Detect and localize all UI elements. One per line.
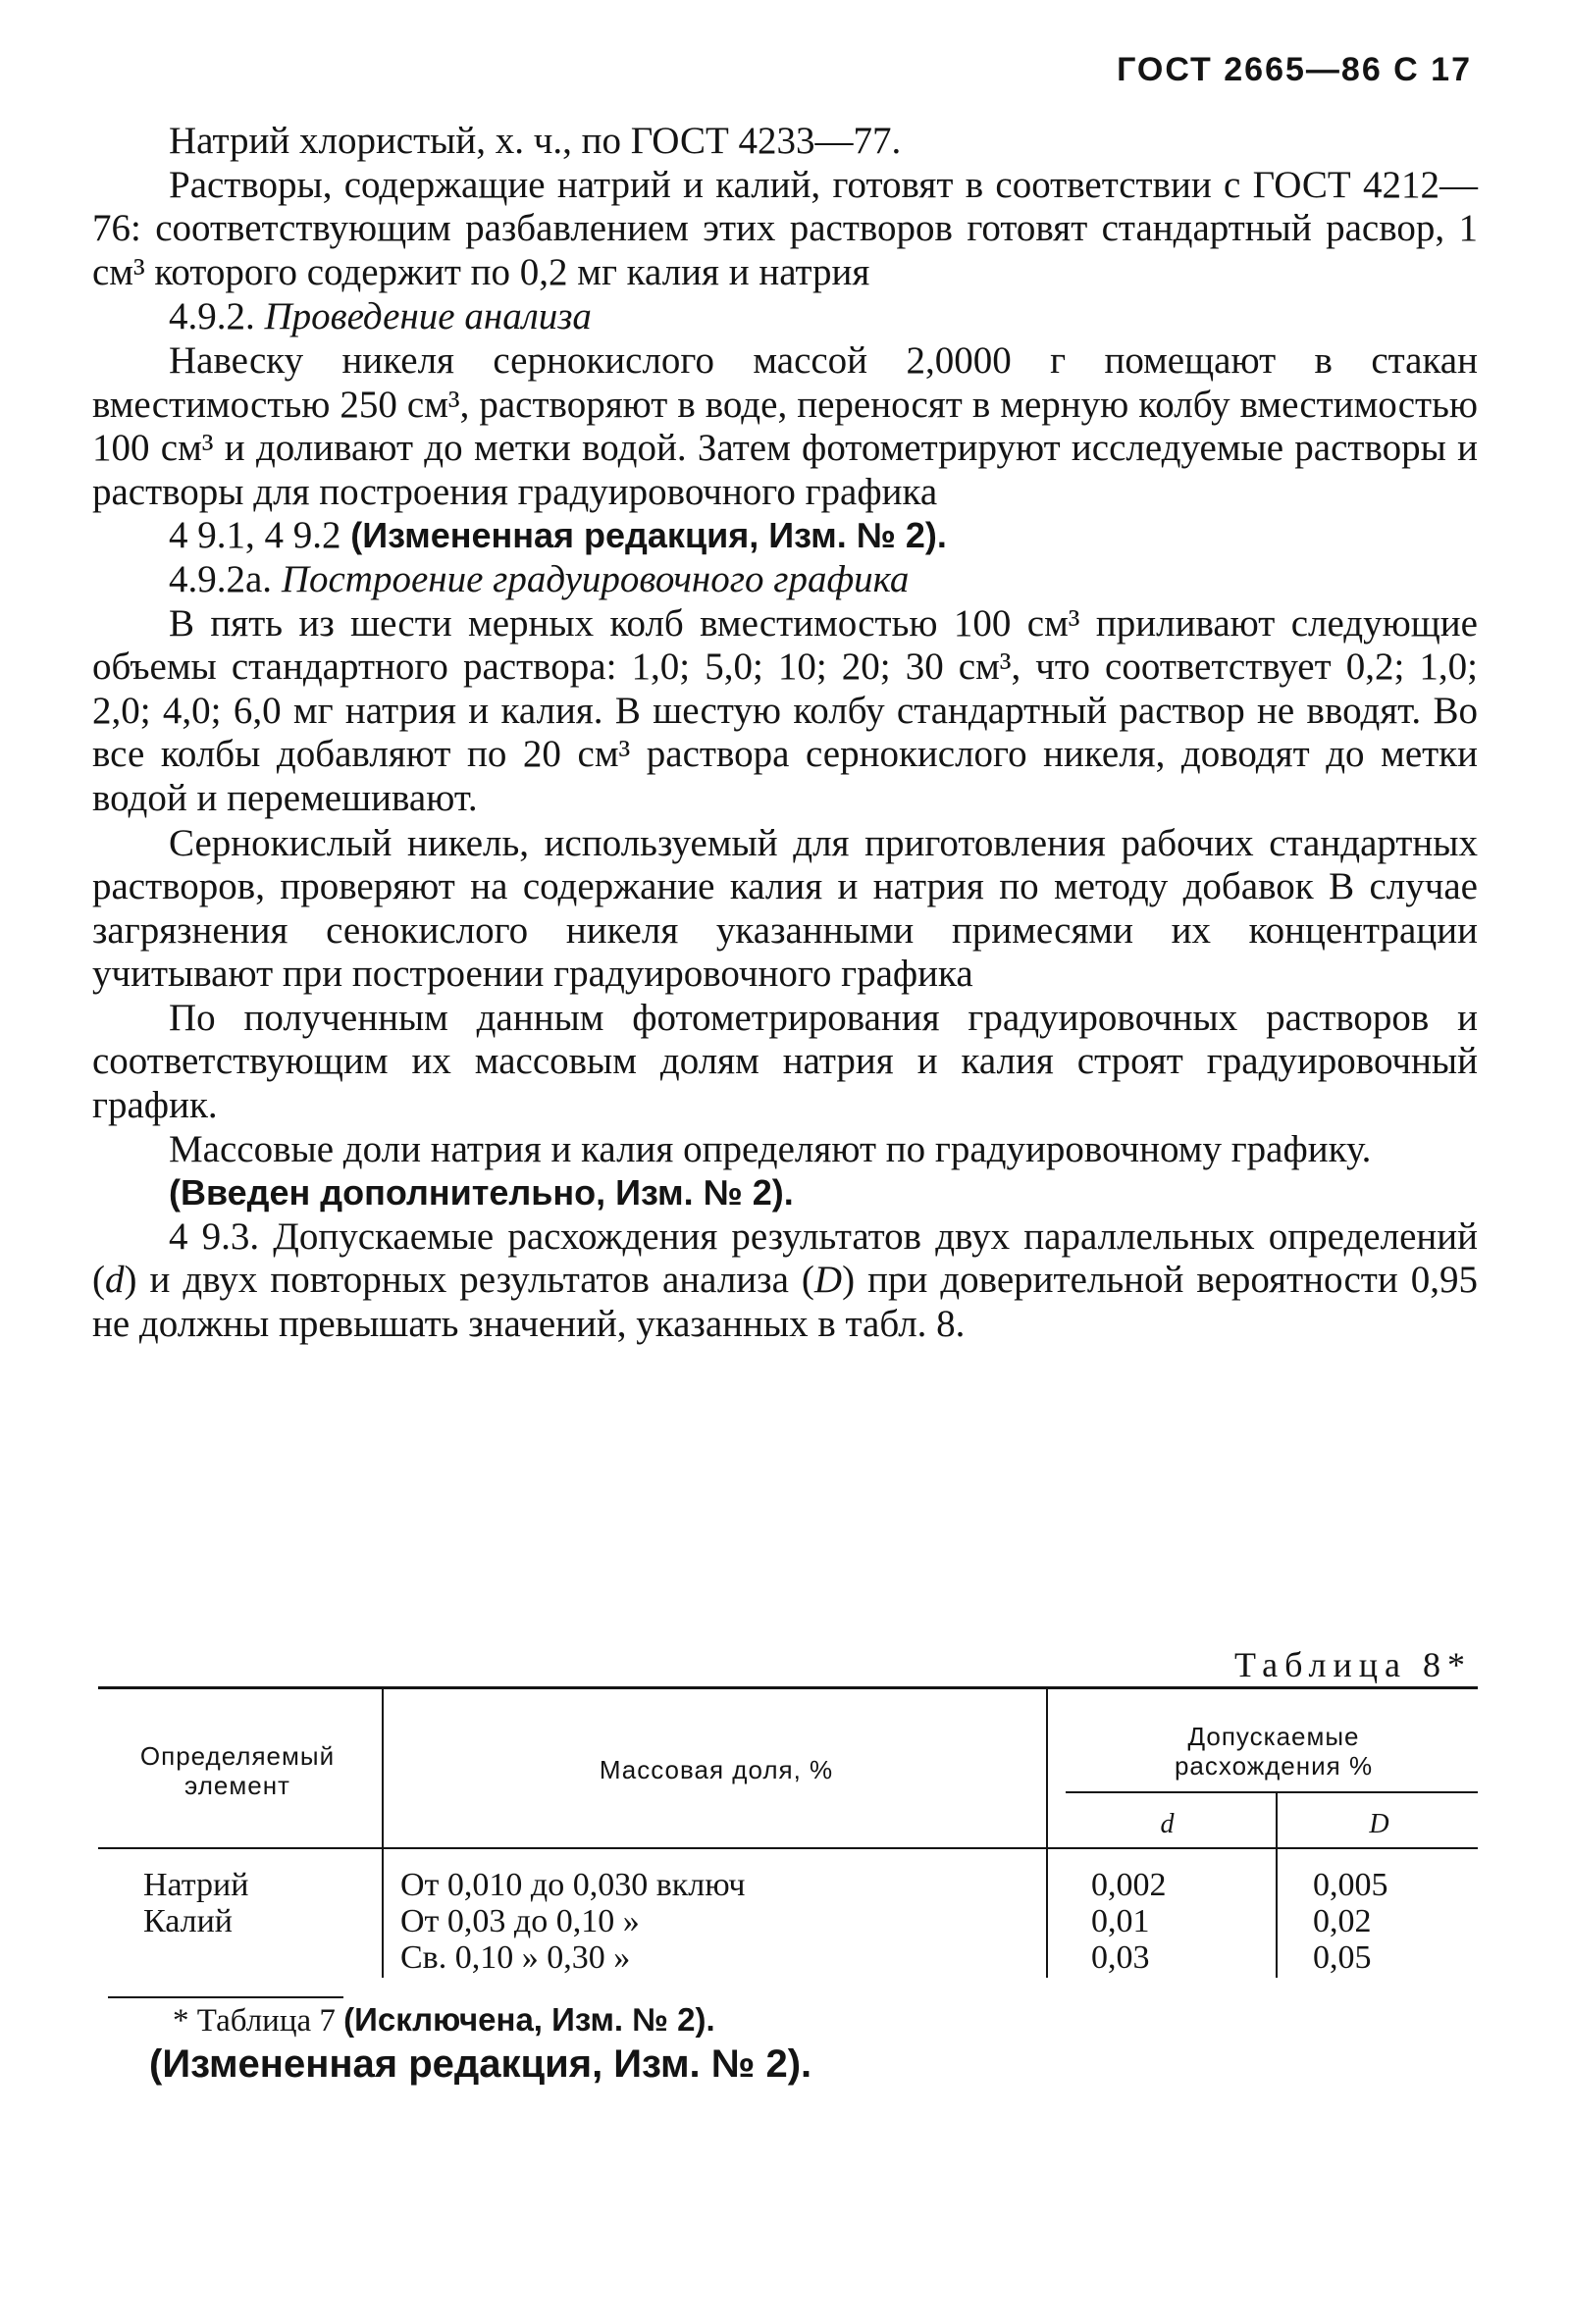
section-heading-4-9-2a [92, 558, 1478, 602]
D-row-1: 0,005 [1313, 1867, 1388, 1903]
body-text [92, 120, 1478, 1347]
tolerance-text-start: 4 9.3. Допускаемые расхождения результатов двух параллельных определений ( [92, 1214, 1478, 1302]
d-row-3: 0,03 [1091, 1939, 1150, 1976]
table-top-rule [98, 1686, 1478, 1689]
paragraph-tolerances [92, 1215, 1478, 1347]
paragraph-amendment-ref [92, 514, 1478, 558]
column-divider-1 [382, 1686, 384, 1978]
header-D: D [1369, 1809, 1390, 1839]
header-tolerance: Допускаемые расхождения % [1174, 1722, 1374, 1781]
fraction-row-1: От 0,010 до 0,030 включ [400, 1867, 746, 1903]
section-number: 4.9.2. [169, 295, 255, 338]
section-title: Проведение анализа [264, 295, 592, 338]
paragraph-introduced [92, 1171, 1478, 1215]
amendment-note-final: (Измененная редакция, Изм. № 2). [149, 2042, 812, 2086]
column-divider-2 [1046, 1686, 1048, 1978]
fraction-row-3: Св. 0,10 » 0,30 » [400, 1939, 631, 1976]
d-row-1: 0,002 [1091, 1867, 1167, 1903]
d-column [1091, 1867, 1167, 1976]
element-potassium: Калий [143, 1903, 233, 1939]
section-title: Построение градуировочного графика [281, 557, 910, 600]
element-column [143, 1867, 248, 1939]
tolerance-subheader-rule [1066, 1791, 1478, 1793]
symbol-d: d [105, 1259, 125, 1302]
tolerance-text-end: ) при доверительной вероятности 0,95 не должны превышать значений, указанных в табл. 8. [92, 1259, 1478, 1346]
paragraph-analysis: Навеску никеля сернокислого массой 2,0000 г помещают в стакан вместимостью 250 см³, растворяют в воде, переносят в мерную колбу вместимостью 100 см³ и доливают до метки водой. Затем фотометрируют исследуемые растворы и растворы для построения градуировочного графика [92, 338, 1478, 513]
footnote-bold: (Исключена, Изм. № 2). [343, 2001, 715, 2038]
table-caption: Таблица 8* [1234, 1645, 1472, 1684]
tolerance-table [98, 1686, 1478, 1983]
element-sodium: Натрий [143, 1867, 249, 1903]
clause-numbers: 4 9.1, 4 9.2 [169, 514, 341, 557]
header-mass-fraction: Массовая доля, % [599, 1755, 834, 1784]
header-element: Определяемый элемент [139, 1741, 336, 1800]
paragraph-flasks: В пять из шести мерных колб вместимостью 100 см³ приливают следующие объемы стандартного раствора: 1,0; 5,0; 10; 20; 30 см³, что соответствует 0,2; 1,0; 2,0; 4,0; 6,0 мг натрия и калия. В шестую колбу стандартный раствор не вводят. Во все колбы добавляют по 20 см³ раствора сернокислого никеля, доводят до метки водой и перемешивают. [92, 601, 1478, 819]
paragraph-mass-fractions: Массовые доли натрия и калия определяют по градуировочному графику. [169, 1127, 1372, 1170]
paragraph-nickel: Сернокислый никель, используемый для приготовления рабочих стандартных растворов, проверяют на содержание калия и натрия по методу добавок В случае загрязнения сенокислого никеля указанными примесями их концентрации учитывают при построении градуировочного графика [92, 821, 1478, 996]
D-column [1313, 1867, 1388, 1976]
paragraph-reagent: Натрий хлористый, х. ч., по ГОСТ 4233—77. [169, 120, 902, 162]
fraction-column [400, 1867, 745, 1976]
symbol-D: D [813, 1259, 843, 1302]
column-divider-3 [1276, 1793, 1278, 1978]
footnote [173, 2001, 715, 2040]
section-heading-4-9-2 [92, 295, 1478, 339]
d-row-2: 0,01 [1091, 1903, 1150, 1939]
table-header-rule [98, 1847, 1478, 1849]
section-number: 4.9.2а. [169, 557, 273, 600]
D-row-3: 0,05 [1313, 1939, 1372, 1976]
header-d: d [1160, 1809, 1176, 1839]
footnote-rule [108, 1996, 343, 1998]
introduced-note: (Введен дополнительно, Изм. № 2). [169, 1172, 794, 1214]
fraction-row-2: От 0,03 до 0,10 » [400, 1903, 640, 1939]
footnote-text: * Таблица 7 [173, 2003, 344, 2039]
amendment-note: (Измененная редакция, Изм. № 2). [350, 515, 947, 556]
D-row-2: 0,02 [1313, 1903, 1372, 1939]
tolerance-text-mid: ) и двух повторных результатов анализа ( [124, 1259, 814, 1302]
paragraph-solutions: Растворы, содержащие натрий и калий, готовят в соответствии с ГОСТ 4212—76: соответствующим разбавлением этих растворов готовят стандартный расвор, 1 см³ которого содержит по 0,2 мг калия и натрия [92, 163, 1478, 293]
page-header: ГОСТ 2665—86 С 17 [1117, 51, 1472, 88]
paragraph-photometry: По полученным данным фотометрирования градуировочных растворов и соответствующим их массовым долям натрия и калия строят градуировочный график. [92, 996, 1478, 1127]
